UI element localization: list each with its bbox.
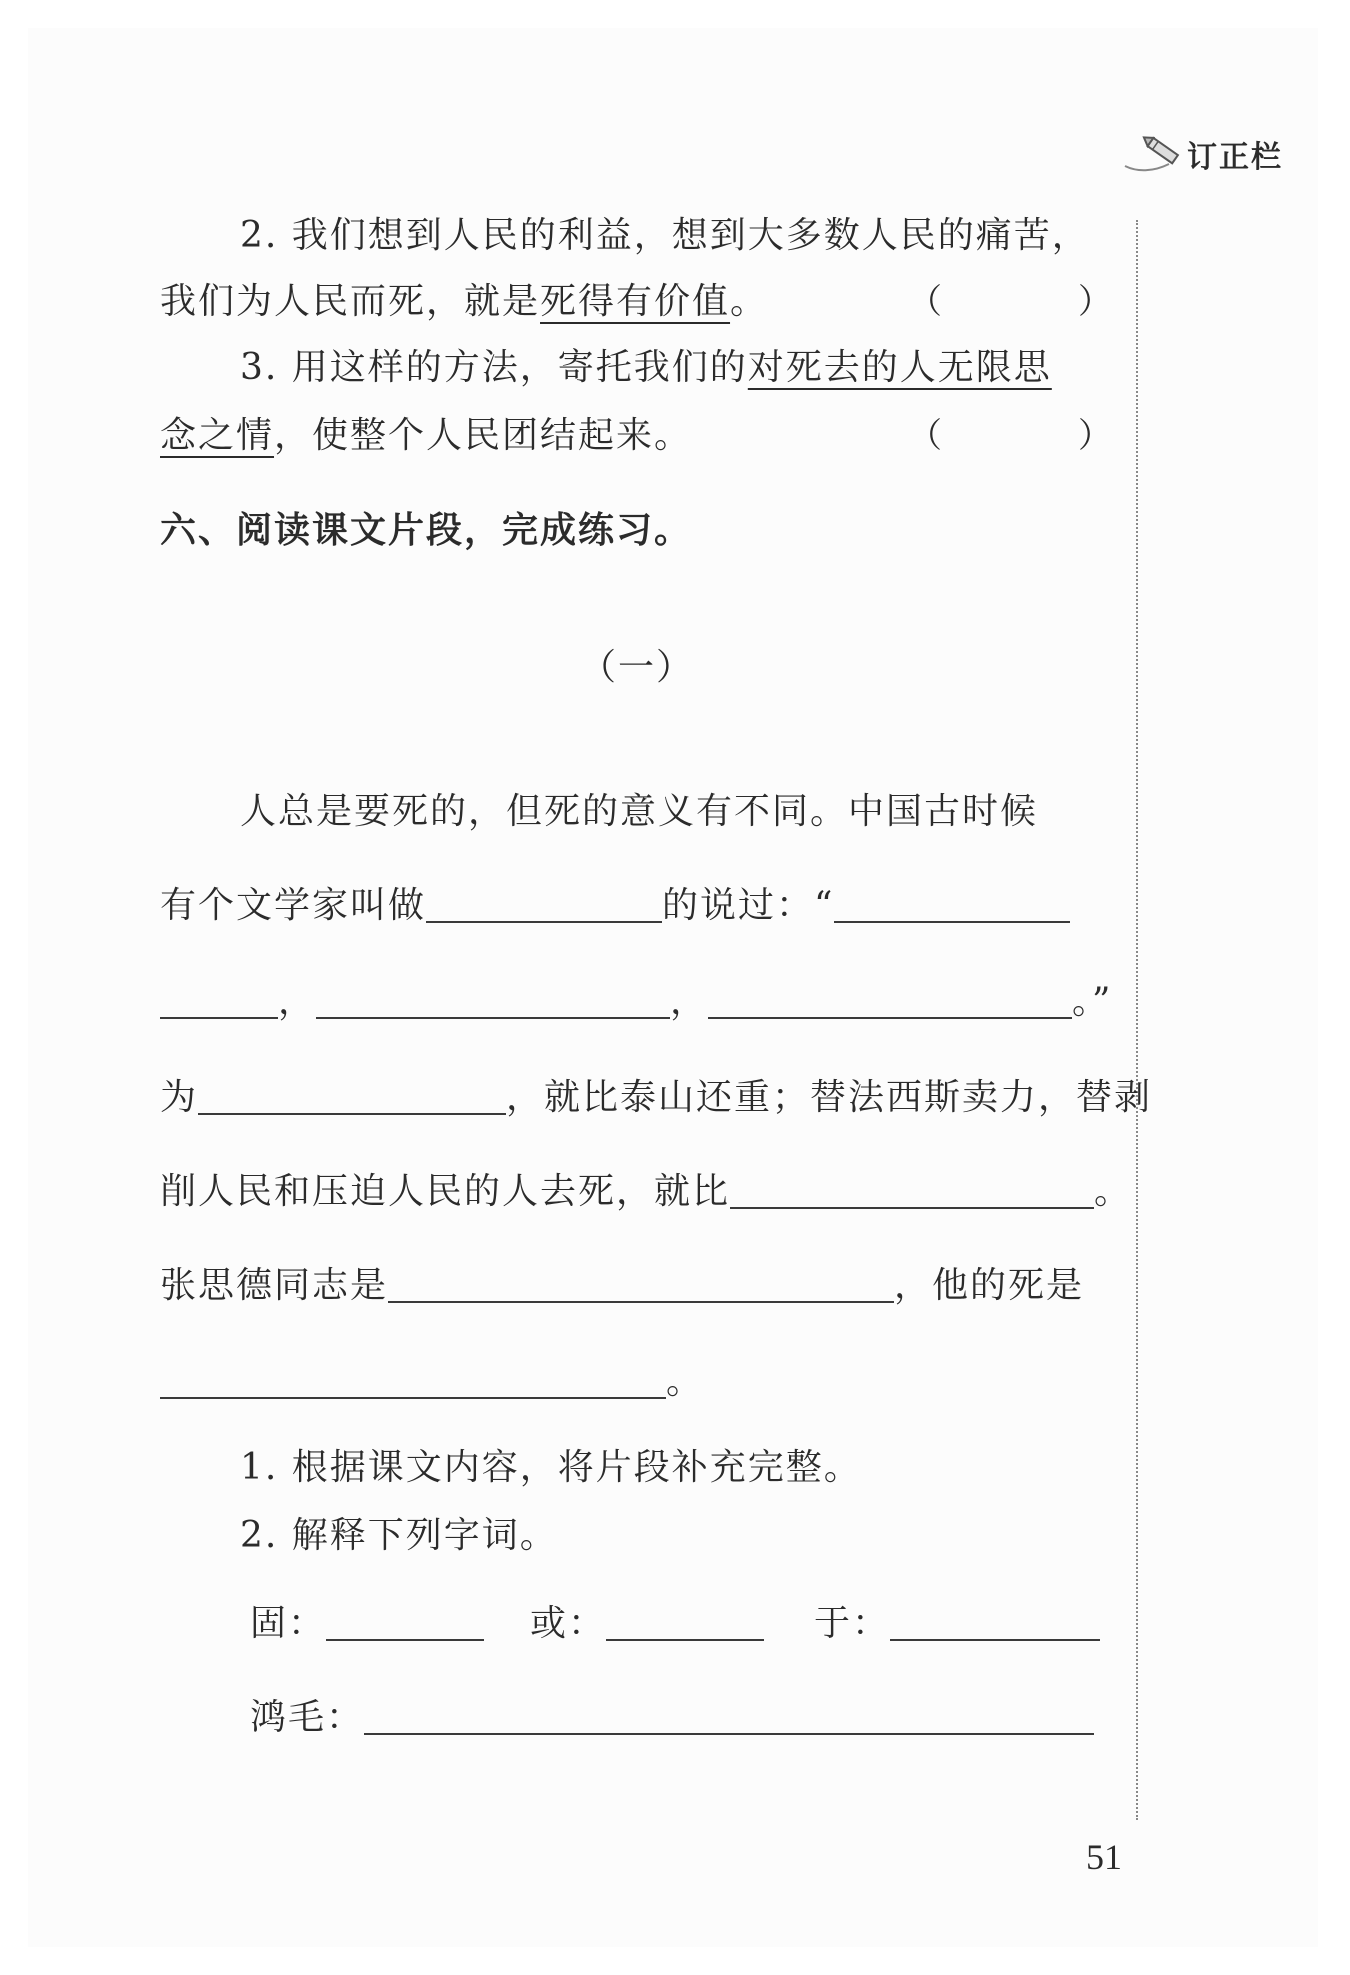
margin-divider (1136, 220, 1138, 1820)
correction-column-header (1123, 132, 1283, 176)
q3-line1 (240, 346, 1052, 390)
q2-answer-paren-close: ） (1078, 282, 1114, 322)
passage-text: ，就比泰山还重；替法西斯卖力，替剥 (506, 1077, 1153, 1118)
fill-blank-quote-2[interactable] (316, 983, 670, 1019)
word-hongmao (250, 1696, 1094, 1740)
passage-punct: 。” (1072, 981, 1113, 1022)
fill-blank-quote-start[interactable] (834, 887, 1070, 923)
pencil-icon (1123, 132, 1187, 176)
answer-line-gu[interactable] (326, 1605, 484, 1641)
passage-line-2 (160, 884, 1070, 928)
word-label-gu: 固： (250, 1603, 327, 1644)
word-yu (814, 1602, 1100, 1646)
fill-blank-comparison[interactable] (730, 1173, 1094, 1209)
passage-punct: 。 (1094, 1171, 1133, 1212)
fill-blank-for-whom[interactable] (198, 1079, 506, 1115)
q2-underlined-phrase: 死得有价值 (540, 281, 731, 322)
passage-punct: 。 (666, 1361, 705, 1402)
passage-text: 张思德同志是 (160, 1265, 389, 1306)
passage-punct: ， (278, 981, 317, 1022)
q3-line2 (160, 414, 692, 458)
passage-line-6 (160, 1264, 1084, 1308)
passage-text: 的说过：“ (662, 885, 835, 926)
fill-blank-death-meaning[interactable] (160, 1363, 666, 1399)
page-number: 51 (1086, 1837, 1122, 1877)
word-gu (250, 1602, 484, 1646)
fill-blank-quote-1[interactable] (160, 983, 278, 1019)
answer-line-hongmao[interactable] (364, 1699, 1094, 1735)
answer-line-huo[interactable] (606, 1605, 764, 1641)
fill-blank-zhang-sida[interactable] (388, 1267, 894, 1303)
passage-text: 有个文学家叫做 (160, 885, 427, 926)
passage-line-4 (160, 1076, 1152, 1120)
word-label-yu: 于： (814, 1603, 891, 1644)
workbook-page (28, 28, 1318, 1947)
answer-line-yu[interactable] (890, 1605, 1100, 1641)
passage-punct: ， (670, 981, 709, 1022)
q2-line2-post: 。 (730, 281, 769, 322)
q3-underlined-phrase-part2: 念之情 (160, 415, 275, 456)
passage-line-1: 人总是要死的，但死的意义有不同。中国古时候 (240, 791, 1039, 832)
q3-answer-paren-close: ） (1078, 416, 1114, 456)
passage-line-5 (160, 1170, 1132, 1214)
passage-text: 削人民和压迫人民的人去死，就比 (160, 1171, 731, 1212)
correction-column-label: 订正栏 (1187, 140, 1283, 175)
fill-blank-quote-3[interactable] (708, 983, 1072, 1019)
question-1: 1. 根据课文内容，将片段补充完整。 (240, 1447, 862, 1488)
word-label-huo: 或： (530, 1603, 607, 1644)
q2-answer-paren-open: （ (908, 282, 944, 322)
section-6-title: 六、阅读课文片段，完成练习。 (160, 510, 693, 551)
passage-text: 为 (160, 1077, 199, 1118)
q2-line1: 2. 我们想到人民的利益，想到大多数人民的痛苦， (240, 215, 1090, 256)
passage-line-3 (160, 980, 1112, 1024)
question-2: 2. 解释下列字词。 (240, 1515, 558, 1556)
q3-underlined-phrase-part1: 对死去的人无限思 (747, 347, 1052, 388)
q3-line2-post: ，使整个人民团结起来。 (274, 415, 693, 456)
q3-line1-pre: 3. 用这样的方法，寄托我们的 (240, 347, 748, 388)
q2-line2-pre: 我们为人民而死，就是 (160, 281, 541, 322)
part-heading: （一） (580, 647, 695, 688)
passage-text: ，他的死是 (894, 1265, 1085, 1306)
word-huo (530, 1602, 764, 1646)
q3-answer-paren-open: （ (908, 416, 944, 456)
word-label-hongmao: 鸿毛： (250, 1697, 365, 1738)
fill-blank-author[interactable] (426, 887, 662, 923)
q2-line2 (160, 280, 768, 324)
passage-line-7 (160, 1360, 704, 1404)
